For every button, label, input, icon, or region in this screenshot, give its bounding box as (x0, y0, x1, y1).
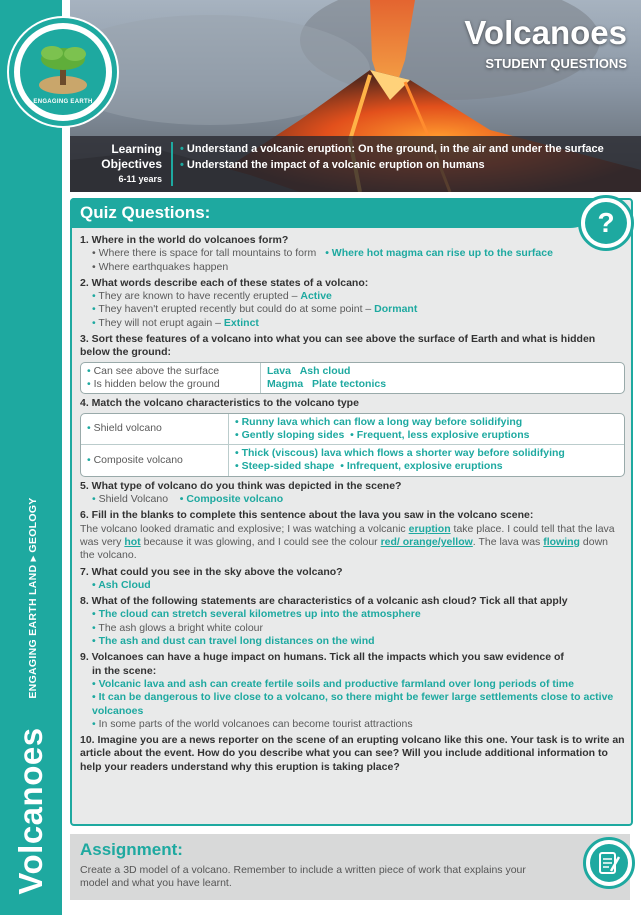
assignment-text: Create a 3D model of a volcano. Remember to include a written piece of work that explains your model and what you have learnt. (80, 864, 526, 889)
assignment-title: Assignment: (80, 840, 183, 859)
sidebar-title: Volcanoes (12, 727, 49, 895)
question-3: 3. Sort these features of a volcano into what you can see above the surface of Earth and what is hidden below the ground: • Can see above the surface • Is hidden below the ground Lava Ash cloud Magma Plate tectonics (80, 333, 625, 394)
question-5: 5. What type of volcano do you think was depicted in the scene? • Shield Volcano • Composite volcano (80, 479, 402, 506)
logo-badge (20, 29, 106, 115)
question-mark-icon: ? (578, 195, 634, 251)
hero-banner (70, 0, 641, 192)
objectives-divider (171, 142, 173, 186)
question-4: 4. Match the volcano characteristics to the volcano type • Shield volcano • Runny lava which can flow a long way before solidifying • Gently sloping sides • Frequent, less explosive eruptions • Composite volcano • Thick (viscous) lava which flows a shorter way before solidifying • Steep-sided shape • Infrequent, explosive eruptions (80, 397, 625, 476)
question-6: 6. Fill in the blanks to complete this sentence about the lava you saw in the volcano scene: The volcano looked dramatic and explosive; I was watching a volcanic eruption take place. I could tell that the lava was very hot because it was glowing, and I could see the colour red/ orange/yellow. The lava was flowing down the volcano. (80, 509, 625, 562)
answer: • Where hot magma can rise up to the surface (325, 247, 553, 260)
question-7: 7. What could you see in the sky above the volcano? • Ash Cloud (80, 565, 343, 591)
learning-objectives (70, 136, 641, 192)
quiz-panel (70, 198, 633, 826)
objectives-list (180, 143, 620, 175)
question-8: 8. What of the following statements are characteristics of a volcanic ash cloud? Tick all that apply • The cloud can stretch several kilometres up into the atmosphere • The ash glows a bright white colour • The ash and dust can travel long distances on the wind (80, 595, 568, 648)
logo-text: ENGAGING EARTH (33, 99, 93, 105)
objective-item: • Understand a volcanic eruption: On the ground, in the air and under the surface (180, 143, 620, 156)
page-title: Volcanoes (464, 14, 627, 51)
question-1: 1. Where in the world do volcanoes form? • Where there is space for tall mountains to form • Where hot magma can rise up to the surface • Where earthquakes happen (80, 234, 625, 274)
option: • Where there is space for tall mountains to form (92, 247, 317, 260)
sidebar (0, 0, 62, 915)
quiz-heading: Quiz Questions: (80, 203, 211, 222)
notepad-pencil-icon (590, 844, 628, 882)
option: • Where earthquakes happen (92, 260, 229, 273)
engaging-earth-logo (9, 18, 117, 126)
assignment-badge (583, 837, 635, 889)
age-range: 6-11 years (118, 174, 162, 184)
table-row: • Can see above the surface • Is hidden below the ground Lava Ash cloud Magma Plate tectonics (81, 363, 624, 394)
question-10: 10. Imagine you are a news reporter on the scene of an erupting volcano like this one. Your task is to write an article about the event. How do you describe what you can see? Will you include additional information to help your readers understand why this eruption is taking place? (80, 734, 625, 773)
page-subtitle: STUDENT QUESTIONS (485, 56, 627, 71)
answer: Extinct (223, 316, 259, 329)
answer: Dormant (374, 303, 418, 316)
answer: Active (300, 290, 332, 303)
table-row: • Shield volcano • Runny lava which can flow a long way before solidifying • Gently sloping sides • Frequent, less explosive eruptions (81, 414, 624, 446)
sidebar-subtitle: ENGAGING EARTH LAND ▸ GEOLOGY (27, 497, 39, 699)
fill-in-sentence: The volcano looked dramatic and explosive; I was watching a volcanic eruption take place. I could tell that the lava was very hot because it was glowing, and I could see the colour red/ orange/yellow. The lava was flowing down the volcano. (80, 522, 615, 562)
objective-item: • Understand the impact of a volcanic eruption on humans (180, 159, 620, 172)
assignment-panel (70, 834, 630, 900)
objectives-label: Learning Objectives 6-11 years (76, 142, 162, 187)
match-table (80, 413, 625, 477)
quiz-header (70, 198, 600, 228)
table-row: • Composite volcano • Thick (viscous) lava which flows a shorter way before solidifying • Steep-sided shape • Infrequent, explosive eruptions (81, 445, 624, 476)
sort-table (80, 362, 625, 395)
question-2: 2. What words describe each of these states of a volcano: • They are known to have recently erupted – Active • They haven't erupted recently but could do at some point – Dormant • They will not erupt again – Extinct (80, 276, 418, 329)
question-9: 9. Volcanoes can have a huge impact on humans. Tick all the impacts which you saw evidence of in the scene: • Volcanic lava and ash can create fertile soils and productive farmland over long periods of time • It can be dangerous to live close to a volcano, so there might be fewer large settlements close to active volcanoes • In some parts of the world volcanoes can become tourist attractions (80, 651, 614, 730)
quiz-questions (80, 234, 625, 777)
